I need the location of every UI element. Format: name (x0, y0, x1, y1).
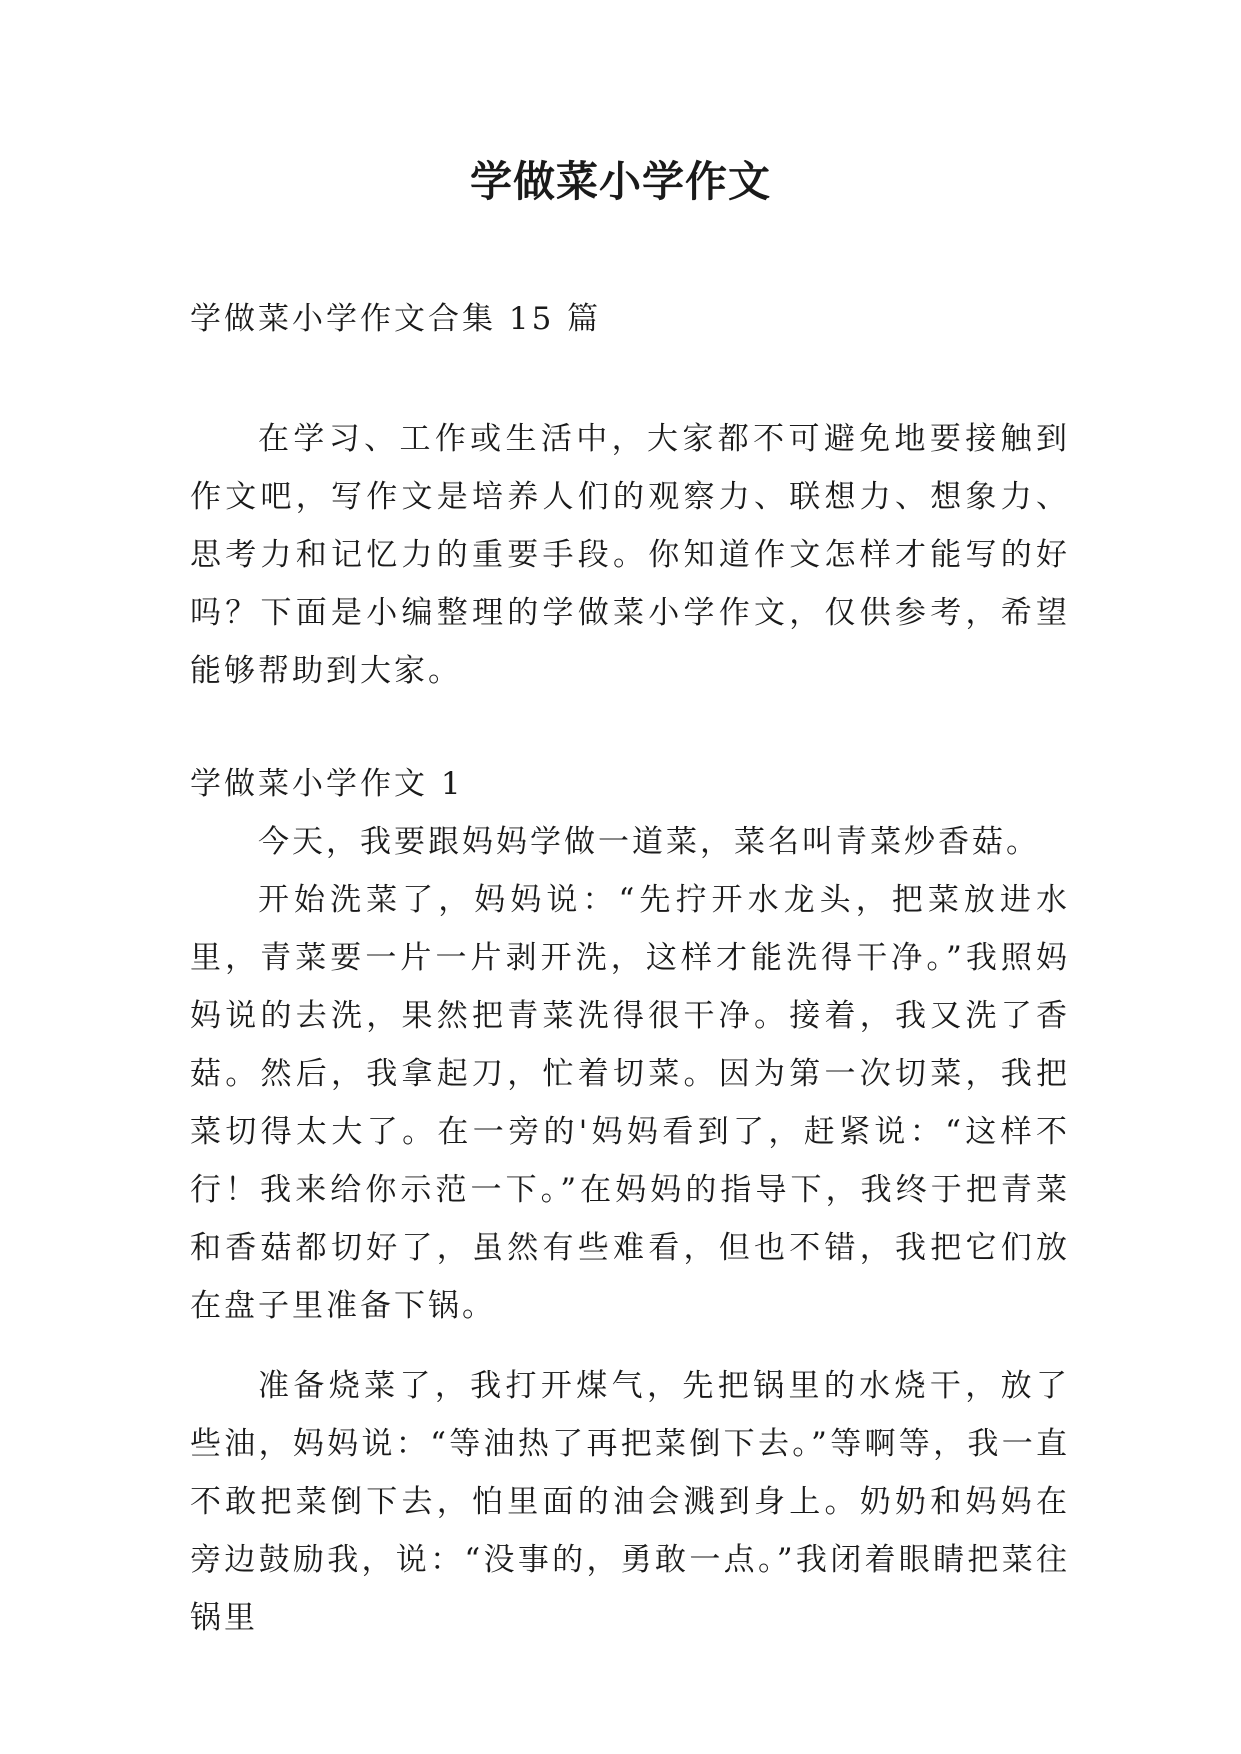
spacer (190, 1335, 1070, 1357)
collection-subtitle: 学做菜小学作文合集 15 篇 (190, 301, 602, 337)
essay-paragraph: 准备烧菜了，我打开煤气，先把锅里的水烧干，放了些油，妈妈说：“等油热了再把菜倒下去。”等啊等，我一直不敢把菜倒下去，怕里面的油会溅到身上。奶奶和妈妈在旁边鼓励我，说：“没事的，勇敢一点。”我闭着眼睛把菜往锅里 (190, 1368, 1070, 1636)
page-title: 学做菜小学作文 (469, 157, 771, 206)
spacer (190, 700, 1070, 755)
essay-paragraph: 开始洗菜了，妈妈说：“先拧开水龙头，把菜放进水里，青菜要一片一片剥开洗，这样才能洗得干净。”我照妈妈说的去洗，果然把青菜洗得很干净。接着，我又洗了香菇。然后，我拿起刀，忙着切菜。因为第一次切菜，我把菜切得太大了。在一旁的'妈妈看到了，赶紧说：“这样不行！我来给你示范一下。”在妈妈的指导下，我终于把青菜和香菇都切好了，虽然有些难看，但也不错，我把它们放在盘子里准备下锅。 (190, 882, 1070, 1324)
document-body (190, 290, 1070, 1647)
essay-paragraph: 今天，我要跟妈妈学做一道菜，菜名叫青菜炒香菇。 (258, 824, 1040, 860)
spacer (190, 348, 1070, 410)
intro-paragraph: 在学习、工作或生活中，大家都不可避免地要接触到作文吧，写作文是培养人们的观察力、联想力、想象力、思考力和记忆力的重要手段。你知道作文怎样才能写的好吗？下面是小编整理的学做菜小学作文，仅供参考，希望能够帮助到大家。 (190, 421, 1070, 689)
essay-heading: 学做菜小学作文 1 (190, 766, 464, 802)
